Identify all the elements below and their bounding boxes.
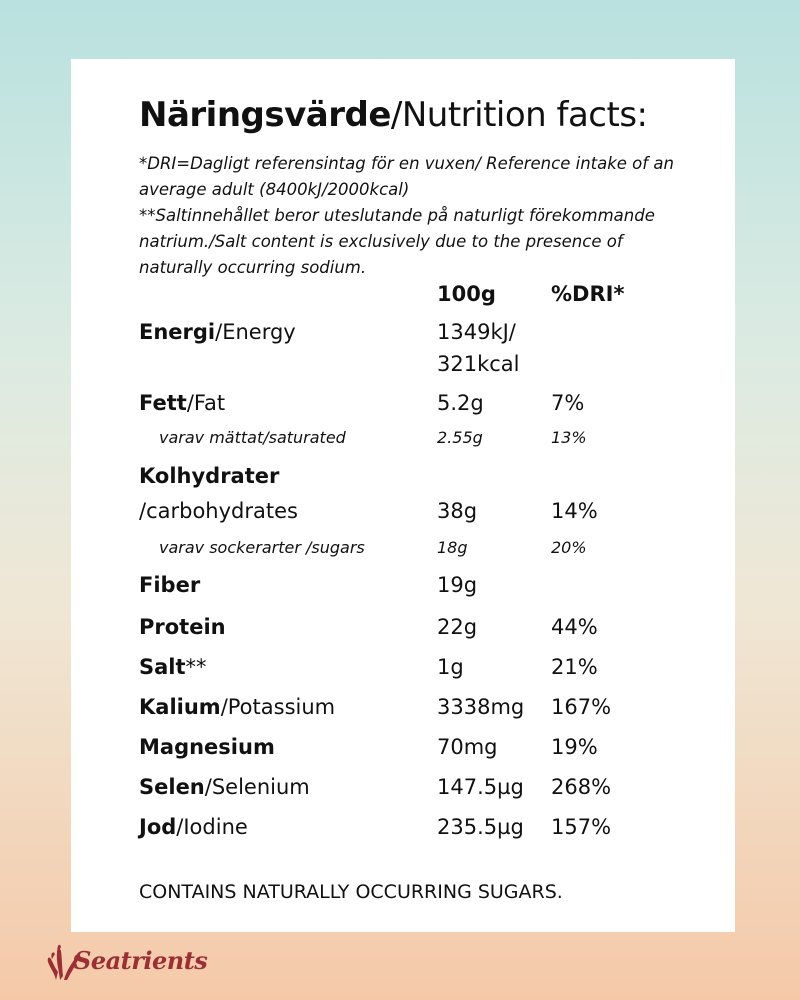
column-header-100g: 100g — [437, 282, 496, 306]
nutrient-name-sv: Kolhydrater — [139, 464, 280, 488]
nutrient-label — [139, 815, 248, 839]
value-dri: 268% — [551, 775, 612, 799]
row-potassium — [71, 695, 735, 729]
sub-nutrient-label: varav sockerarter /sugars — [159, 538, 365, 557]
nutrient-name-sv: Fiber — [139, 573, 201, 597]
row-fat — [71, 391, 735, 425]
value-100g: 18g — [437, 538, 468, 557]
nutrient-label — [139, 775, 310, 799]
title-swedish: Näringsvärde — [139, 95, 391, 135]
nutrient-name-en: /Potassium — [220, 695, 336, 719]
row-salt — [71, 655, 735, 689]
value-100g-kcal: 321kcal — [437, 352, 520, 376]
nutrient-name-sv: Jod — [139, 815, 177, 839]
value-dri: 19% — [551, 735, 598, 759]
value-100g: 5.2g — [437, 391, 484, 415]
nutrient-label — [139, 320, 296, 344]
sub-nutrient-label: varav mättat/saturated — [159, 428, 346, 447]
value-100g: 3338mg — [437, 695, 525, 719]
value-dri: 7% — [551, 391, 585, 415]
value-100g: 22g — [437, 615, 478, 639]
row-carbohydrates — [71, 464, 735, 498]
nutrient-name-sv: Salt — [139, 655, 186, 679]
row-magnesium — [71, 735, 735, 769]
value-100g: 147.5µg — [437, 775, 524, 799]
row-iodine — [71, 815, 735, 849]
value-100g: 38g — [437, 499, 478, 523]
nutrient-name-en: /Fat — [186, 391, 226, 415]
row-sugars — [71, 538, 735, 572]
nutrient-name-sv: Magnesium — [139, 735, 275, 759]
row-saturated — [71, 428, 735, 462]
value-dri: 21% — [551, 655, 598, 679]
nutrient-name-sv: Energi — [139, 320, 216, 344]
column-header-dri: %DRI* — [551, 282, 625, 306]
value-100g: 235.5µg — [437, 815, 524, 839]
row-energy — [71, 320, 735, 376]
value-100g: 2.55g — [437, 428, 483, 447]
value-dri: 20% — [551, 538, 587, 557]
nutrient-name-sv: Kalium — [139, 695, 221, 719]
value-100g: 1g — [437, 655, 464, 679]
nutrient-label — [139, 655, 207, 679]
value-dri: 14% — [551, 499, 598, 523]
nutrient-label — [139, 391, 225, 415]
brand-wordmark: Seatrients — [74, 946, 208, 975]
nutrient-name-sv: Protein — [139, 615, 226, 639]
nutrient-name-en: /Energy — [215, 320, 296, 344]
nutrient-name-en: /carbohydrates — [139, 499, 298, 523]
footnote-marker: ** — [185, 655, 207, 679]
value-100g: 19g — [437, 573, 478, 597]
value-dri: 157% — [551, 815, 612, 839]
note-dri: *DRI=Dagligt referensintag för en vuxen/ Reference intake of an average adult (8400kJ/2000kcal) — [139, 154, 674, 199]
row-protein — [71, 615, 735, 649]
row-selenium — [71, 775, 735, 809]
row-carbohydrates-values — [71, 499, 735, 533]
value-100g: 70mg — [437, 735, 498, 759]
brand-logo — [44, 938, 214, 982]
nutrition-card — [71, 59, 735, 932]
nutrient-name-sv: Fett — [139, 391, 187, 415]
note-salt: **Saltinnehållet beror uteslutande på naturligt förekommande natrium./Salt content is exclusively due to the presence of naturally occurring sodium. — [139, 206, 655, 277]
footnotes — [139, 151, 699, 281]
nutrient-name-sv: Selen — [139, 775, 205, 799]
value-100g: 1349kJ/ — [437, 320, 516, 344]
title-english: /Nutrition facts: — [390, 95, 648, 135]
page-title — [139, 95, 648, 135]
value-dri: 44% — [551, 615, 598, 639]
sugars-statement: CONTAINS NATURALLY OCCURRING SUGARS. — [139, 881, 563, 903]
nutrient-label — [139, 695, 335, 719]
nutrient-name-en: /Selenium — [204, 775, 310, 799]
nutrient-name-en: /Iodine — [176, 815, 248, 839]
value-dri: 167% — [551, 695, 612, 719]
row-fiber — [71, 573, 735, 607]
value-dri: 13% — [551, 428, 587, 447]
